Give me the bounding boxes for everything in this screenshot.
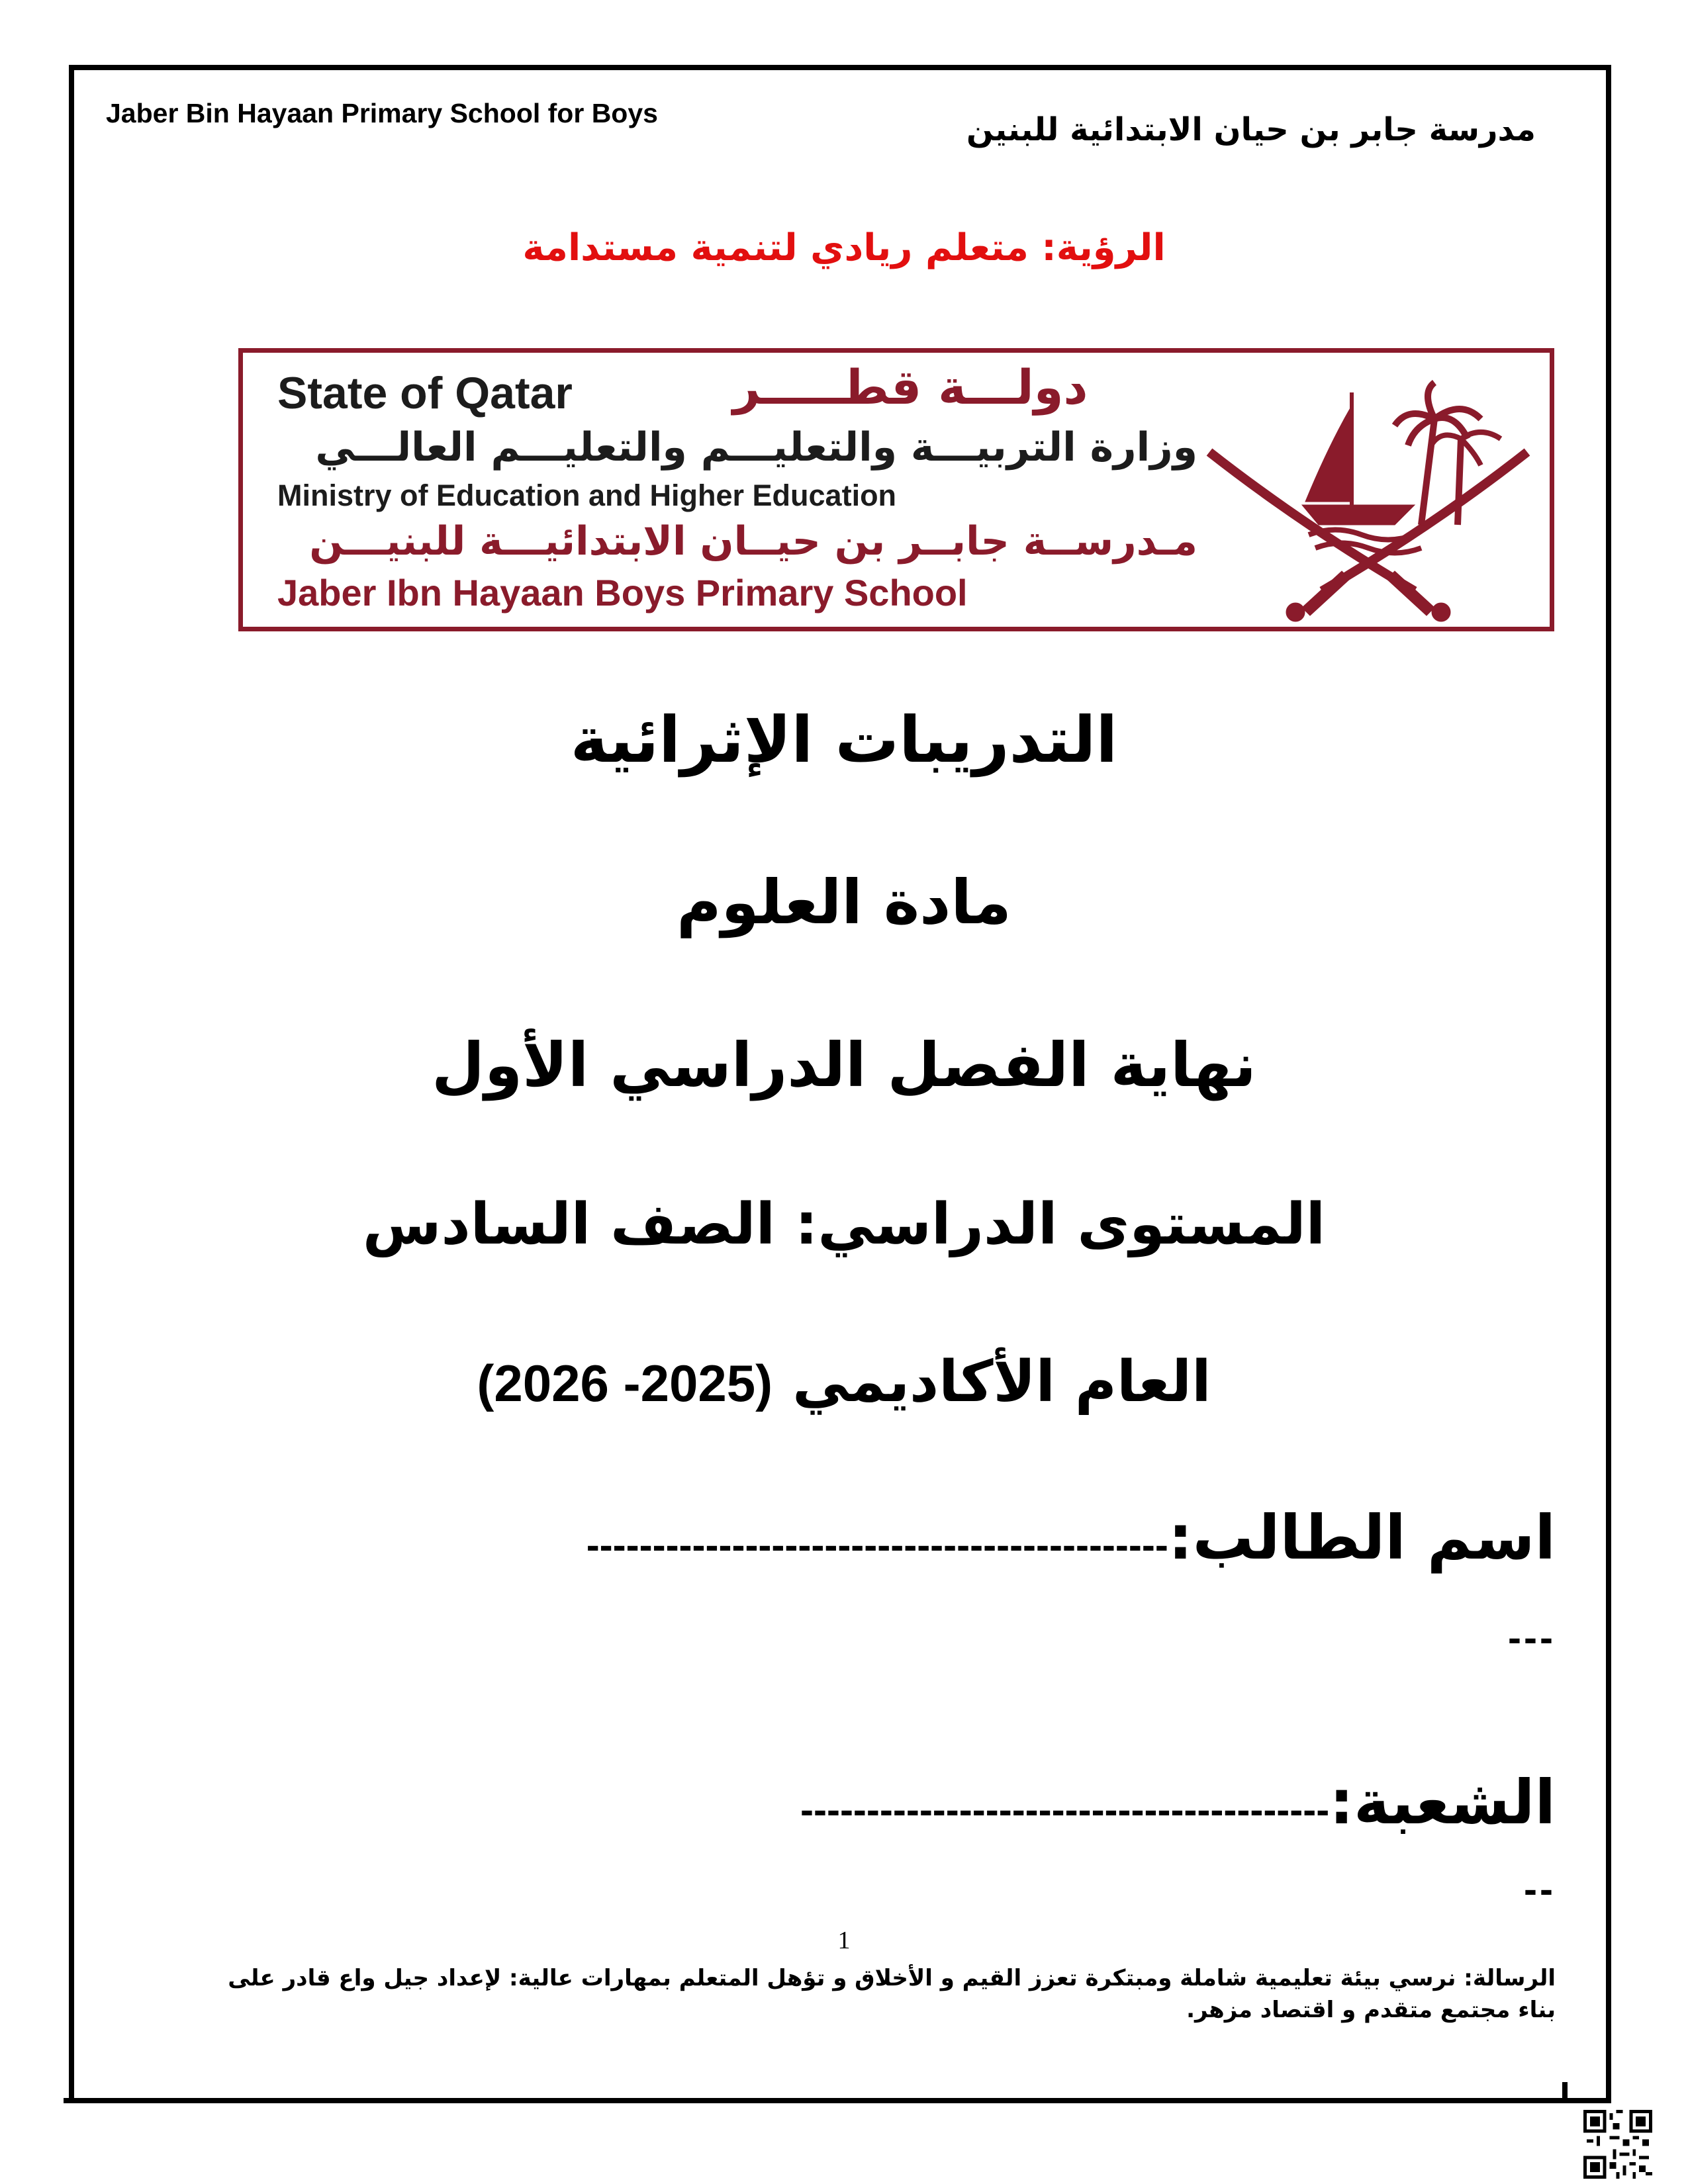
section-field[interactable]: الشعبة:---------------------------------------- <box>800 1767 1556 1838</box>
header-school-ar: مدرسة جابر بن حيان الابتدائية للبنين <box>966 111 1536 148</box>
logo-school-en: Jaber Ibn Hayaan Boys Primary School <box>277 572 968 614</box>
ministry-logo-banner <box>238 348 1554 631</box>
section-line-cont: -- <box>1524 1867 1556 1911</box>
section-line: ---------------------------------------- <box>800 1788 1330 1832</box>
mission-statement: الرسالة: نرسي بيئة تعليمية شاملة ومبتكرة تعزز القيم و الأخلاق و تؤهل المتعلم بمهارات عالية: لإعداد جيل واع قادر على بناء مجتمع متقدم و اقتصاد مزهر. <box>228 1965 1556 2023</box>
subject-title: مادة العلوم <box>677 867 1011 938</box>
vision-statement: الرؤية: متعلم ريادي لتنمية مستدامة <box>522 226 1166 269</box>
academic-year-value-wrap: (2025- 2026) <box>477 1354 773 1412</box>
logo-school-ar: مـدرســة جابــر بن حيــان الابتدائيـــة للبنيـــن <box>309 518 1197 565</box>
page-border-bottom <box>64 2098 1611 2103</box>
section-label: الشعبة <box>1354 1767 1556 1838</box>
grade-level: المستوى الدراسي: الصف السادس <box>362 1191 1326 1257</box>
student-name-label: اسم الطالب <box>1192 1502 1556 1573</box>
academic-year <box>0 1349 1688 1415</box>
logo-state-en: State of Qatar <box>277 368 573 418</box>
page-border-corner <box>1562 2082 1568 2103</box>
student-name-field[interactable]: اسم الطالب:-------------------------------------------- <box>586 1502 1556 1573</box>
student-name-line: -------------------------------------------- <box>586 1523 1168 1567</box>
student-name-line-cont: --- <box>1508 1615 1556 1660</box>
logo-ministry-ar: وزارة التربيـــة والتعليـــم والتعليـــم العالـــي <box>315 424 1197 471</box>
term-title: نهاية الفصل الدراسي الأول <box>432 1030 1256 1101</box>
header-school-en: Jaber Bin Hayaan Primary School for Boys <box>106 98 658 128</box>
page-number: 1 <box>837 1927 851 1954</box>
logo-ministry-en: Ministry of Education and Higher Education <box>277 478 897 512</box>
academic-year-label: العام الأكاديمي <box>792 1349 1211 1415</box>
academic-year-value: 2025- 2026 <box>494 1354 756 1412</box>
booklet-title: التدريبات الإثرائية <box>570 703 1118 777</box>
grade-level-label: المستوى الدراسي <box>818 1191 1326 1257</box>
logo-state-ar: دولـــة قطـــــر <box>733 359 1088 415</box>
grade-level-value: الصف السادس <box>362 1191 776 1257</box>
qr-code-icon <box>1583 2110 1652 2179</box>
qatar-emblem-icon <box>1196 366 1540 624</box>
